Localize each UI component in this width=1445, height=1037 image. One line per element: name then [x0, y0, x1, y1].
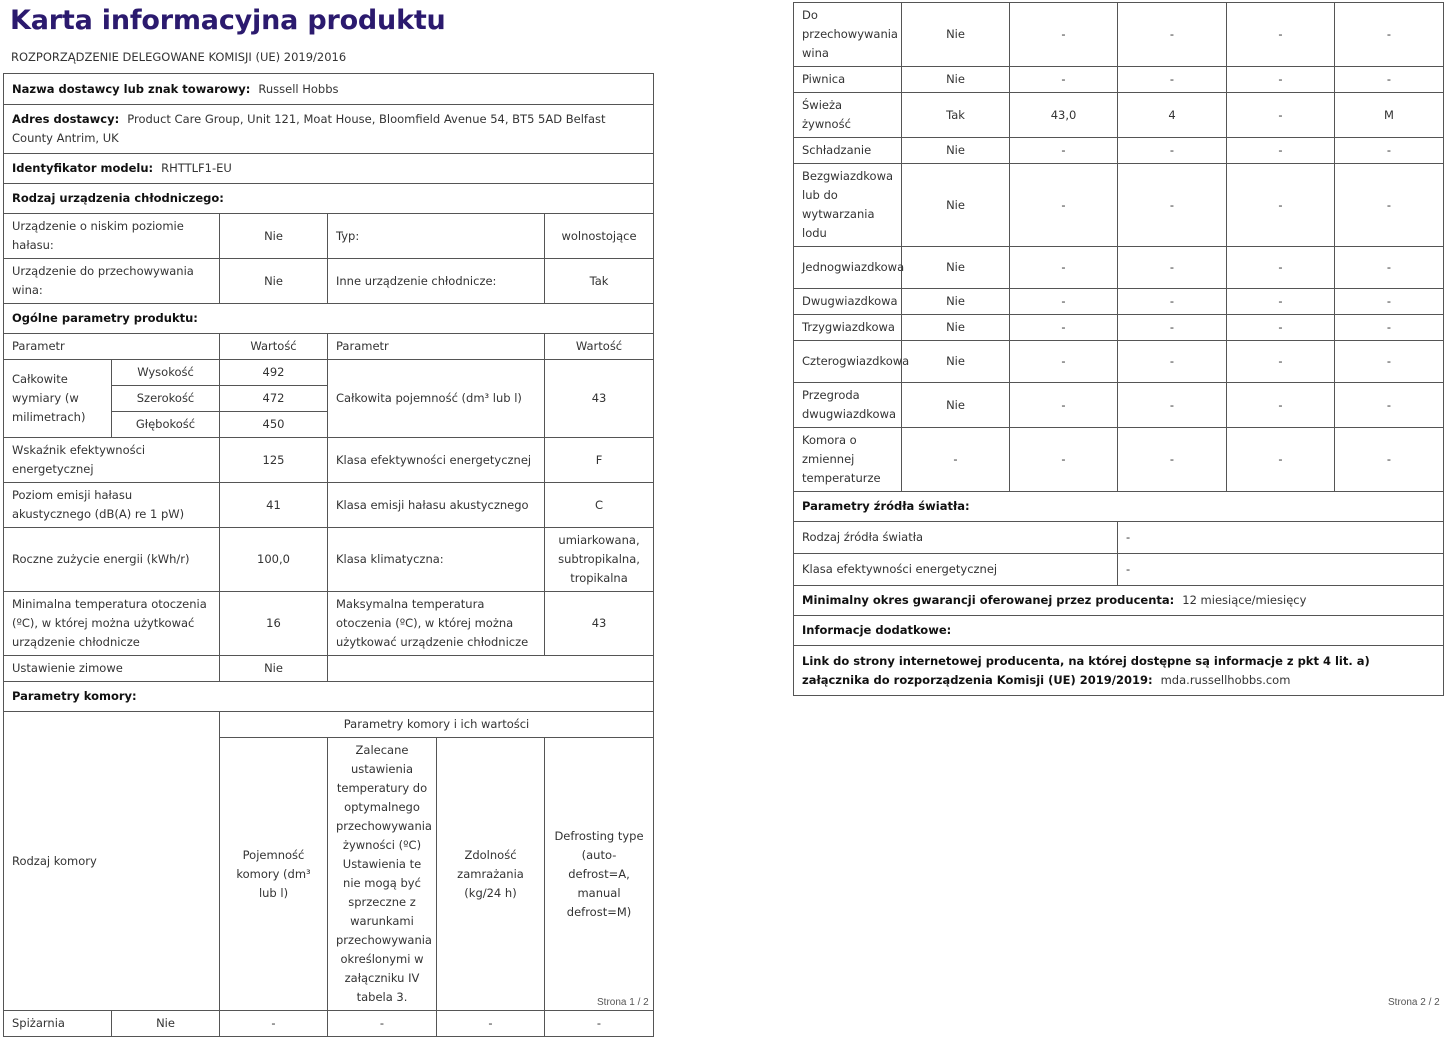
compartment-defrost: -	[1335, 383, 1444, 428]
compartment-freezing: -	[1227, 289, 1335, 315]
compartment-defrost: -	[1335, 3, 1444, 67]
compartment-present: Nie	[902, 289, 1010, 315]
additional-info-heading: Informacje dodatkowe:	[794, 616, 1444, 646]
compartment-freezing: -	[1227, 383, 1335, 428]
compartment-freezing: -	[1227, 164, 1335, 247]
compartment-name: Komora o zmiennej temperaturze	[794, 428, 902, 492]
annual-energy-label: Roczne zużycie energii (kWh/r)	[4, 528, 220, 592]
compartment-name: Schładzanie	[794, 138, 902, 164]
winter-setting-value: Nie	[220, 656, 328, 682]
pantry-volume: -	[220, 1011, 328, 1037]
compartment-volume: -	[1010, 3, 1118, 67]
energy-class-value: F	[545, 438, 654, 483]
width-value: 472	[220, 386, 328, 412]
compartment-params-heading: Parametry komory:	[4, 682, 654, 712]
compartment-row	[794, 93, 1444, 138]
compartment-type-header: Rodzaj komory	[4, 712, 220, 1011]
depth-value: 450	[220, 412, 328, 438]
compartment-volume: -	[1010, 138, 1118, 164]
width-label: Szerokość	[112, 386, 220, 412]
compartment-defrost: -	[1335, 341, 1444, 383]
page-footer: Strona 1 / 2	[597, 997, 649, 1008]
compartment-temp: -	[1118, 247, 1227, 289]
other-device-label: Inne urządzenie chłodnicze:	[328, 259, 545, 304]
compartment-row	[794, 164, 1444, 247]
light-class-label: Klasa efektywności energetycznej	[794, 554, 1118, 586]
min-temp-value: 16	[220, 592, 328, 656]
page-1	[0, 0, 655, 1030]
total-volume-label: Całkowita pojemność (dm³ lub l)	[328, 360, 545, 438]
compartment-temp: -	[1118, 341, 1227, 383]
compartment-volume: 43,0	[1010, 93, 1118, 138]
compartment-row	[794, 247, 1444, 289]
compartment-defrost: -	[1335, 164, 1444, 247]
compartment-name: Czterogwiazdkowa	[794, 341, 902, 383]
compartment-present: Nie	[902, 3, 1010, 67]
compartment-temp: -	[1118, 289, 1227, 315]
compartment-freezing: -	[1227, 247, 1335, 289]
model-value: RHTTLF1-EU	[161, 161, 232, 175]
compartment-volume: -	[1010, 164, 1118, 247]
climate-class-value: umiarkowana, subtropikalna, tropikalna	[545, 528, 654, 592]
compartment-defrost: M	[1335, 93, 1444, 138]
min-temp-label: Minimalna temperatura otoczenia (ºC), w której można użytkować urządzenie chłodnicze	[4, 592, 220, 656]
param-header-right: Parametr	[328, 334, 545, 360]
compartment-freezing: -	[1227, 315, 1335, 341]
compartment-temp: -	[1118, 315, 1227, 341]
compartment-name: Świeża żywność	[794, 93, 902, 138]
noise-level-label: Poziom emisji hałasu akustycznego (dB(A) re 1 pW)	[4, 483, 220, 528]
supplier-value: Russell Hobbs	[258, 81, 339, 96]
compartment-defrost: -	[1335, 247, 1444, 289]
compartment-defrost: -	[1335, 138, 1444, 164]
annual-energy-value: 100,0	[220, 528, 328, 592]
compartment-present: Nie	[902, 383, 1010, 428]
warranty-row	[794, 586, 1444, 616]
supplier-label: Nazwa dostawcy lub znak towarowy:	[12, 81, 251, 96]
light-type-label: Rodzaj źródła światła	[794, 522, 1118, 554]
height-label: Wysokość	[112, 360, 220, 386]
compartment-name: Piwnica	[794, 67, 902, 93]
param-header-left: Parametr	[4, 334, 220, 360]
noise-class-label: Klasa emisji hałasu akustycznego	[328, 483, 545, 528]
climate-class-label: Klasa klimatyczna:	[328, 528, 545, 592]
compartment-volume: -	[1010, 315, 1118, 341]
compartment-volume: -	[1010, 289, 1118, 315]
page-title: Karta informacyjna produktu	[10, 5, 446, 36]
compartment-present: Nie	[902, 247, 1010, 289]
warranty-value: 12 miesiące/miesięcy	[1182, 593, 1307, 607]
compartment-present: -	[902, 428, 1010, 492]
compartment-volume: -	[1010, 341, 1118, 383]
supplier-row	[4, 74, 654, 105]
compartment-temp: -	[1118, 138, 1227, 164]
model-label: Identyfikator modelu:	[12, 161, 154, 175]
compartment-freezing: -	[1227, 428, 1335, 492]
compartment-freezing: -	[1227, 341, 1335, 383]
compartment-row	[794, 341, 1444, 383]
compartments-table	[793, 2, 1444, 696]
general-params-heading: Ogólne parametry produktu:	[4, 304, 654, 334]
compartment-row	[794, 289, 1444, 315]
eei-label: Wskaźnik efektywności energetycznej	[4, 438, 220, 483]
wine-storage-value: Nie	[220, 259, 328, 304]
device-type-heading: Rodzaj urządzenia chłodniczego:	[4, 184, 654, 214]
compartment-defrost: -	[1335, 315, 1444, 341]
compartment-rows	[794, 3, 1444, 492]
value-header-right: Wartość	[545, 334, 654, 360]
link-label: Link do strony internetowej producenta, na której dostępne są informacje z pkt 4 lit. a) załącznika do rozporządzenia Komisji (UE) 2019/2019:	[802, 653, 1370, 687]
pantry-label: Spiżarnia	[4, 1011, 112, 1037]
compartment-row	[794, 383, 1444, 428]
height-value: 492	[220, 360, 328, 386]
compartment-row	[794, 3, 1444, 67]
compartment-temp: -	[1118, 164, 1227, 247]
low-noise-value: Nie	[220, 214, 328, 259]
compartment-defrost: -	[1335, 428, 1444, 492]
freezing-capacity-header: Zdolność zamrażania (kg/24 h)	[437, 738, 545, 1011]
compartment-row	[794, 138, 1444, 164]
value-header-left: Wartość	[220, 334, 328, 360]
compartment-present: Nie	[902, 164, 1010, 247]
compartment-present: Nie	[902, 138, 1010, 164]
compartment-defrost: -	[1335, 289, 1444, 315]
compartment-temp: -	[1118, 428, 1227, 492]
compartment-present: Nie	[902, 315, 1010, 341]
model-row	[4, 154, 654, 184]
compartment-freezing: -	[1227, 3, 1335, 67]
max-temp-value: 43	[545, 592, 654, 656]
address-label: Adres dostawcy:	[12, 112, 120, 126]
recommended-temp-header: Zalecane ustawienia temperatury do optymalnego przechowywania żywności (ºC) Ustawienia te nie mogą być sprzeczne z warunkami przechowywania określonymi w załączniku IV tabela 3.	[328, 738, 437, 1011]
warranty-label: Minimalny okres gwarancji oferowanej przez producenta:	[802, 593, 1175, 607]
light-heading: Parametry źródła światła:	[794, 492, 1444, 522]
compartment-temp: -	[1118, 3, 1227, 67]
pantry-defrost: -	[545, 1011, 654, 1037]
dimensions-label: Całkowite wymiary (w milimetrach)	[4, 360, 112, 438]
compartment-volume: -	[1010, 67, 1118, 93]
compartment-name: Jednogwiazdkowa	[794, 247, 902, 289]
page-2	[790, 0, 1445, 1009]
manufacturer-link-row	[794, 646, 1444, 696]
product-info-table	[3, 73, 654, 1037]
pantry-temp: -	[328, 1011, 437, 1037]
pantry-value: Nie	[112, 1011, 220, 1037]
compartment-present: Nie	[902, 67, 1010, 93]
compartment-name: Przegroda dwugwiazdkowa	[794, 383, 902, 428]
compartment-freezing: -	[1227, 67, 1335, 93]
other-device-value: Tak	[545, 259, 654, 304]
compartment-freezing: -	[1227, 93, 1335, 138]
low-noise-label: Urządzenie o niskim poziomie hałasu:	[4, 214, 220, 259]
type-label: Typ:	[328, 214, 545, 259]
compartment-row	[794, 315, 1444, 341]
compartment-temp: -	[1118, 67, 1227, 93]
regulation-reference: ROZPORZĄDZENIE DELEGOWANE KOMISJI (UE) 2019/2016	[11, 50, 347, 64]
compartment-volume-header: Pojemność komory (dm³ lub l)	[220, 738, 328, 1011]
compartment-temp: -	[1118, 383, 1227, 428]
noise-class-value: C	[545, 483, 654, 528]
max-temp-label: Maksymalna temperatura otoczenia (ºC), w której można użytkować urządzenie chłodnicze	[328, 592, 545, 656]
compartment-present: Nie	[902, 341, 1010, 383]
total-volume-value: 43	[545, 360, 654, 438]
compartment-volume: -	[1010, 383, 1118, 428]
compartment-freezing: -	[1227, 138, 1335, 164]
winter-setting-label: Ustawienie zimowe	[4, 656, 220, 682]
address-value: Product Care Group, Unit 121, Moat House, Bloomfield Avenue 54, BT5 5AD Belfast County Antrim, UK	[12, 112, 606, 145]
address-row	[4, 105, 654, 154]
compartment-present: Tak	[902, 93, 1010, 138]
light-type-value: -	[1118, 522, 1444, 554]
page-footer: Strona 2 / 2	[1388, 997, 1440, 1008]
compartment-name: Bezgwiazdkowa lub do wytwarzania lodu	[794, 164, 902, 247]
type-value: wolnostojące	[545, 214, 654, 259]
light-class-value: -	[1118, 554, 1444, 586]
wine-storage-label: Urządzenie do przechowywania wina:	[4, 259, 220, 304]
compartment-defrost: -	[1335, 67, 1444, 93]
compartment-params-values-header: Parametry komory i ich wartości	[220, 712, 654, 738]
manufacturer-link[interactable]: mda.russellhobbs.com	[1160, 672, 1291, 687]
defrost-header: Defrosting type (auto-defrost=A, manual defrost=M)	[545, 738, 654, 1011]
compartment-volume: -	[1010, 247, 1118, 289]
pantry-freezing: -	[437, 1011, 545, 1037]
noise-level-value: 41	[220, 483, 328, 528]
compartment-name: Trzygwiazdkowa	[794, 315, 902, 341]
depth-label: Głębokość	[112, 412, 220, 438]
compartment-temp: 4	[1118, 93, 1227, 138]
eei-value: 125	[220, 438, 328, 483]
compartment-volume: -	[1010, 428, 1118, 492]
compartment-row	[794, 428, 1444, 492]
winter-setting-empty	[328, 656, 654, 682]
compartment-name: Dwugwiazdkowa	[794, 289, 902, 315]
energy-class-label: Klasa efektywności energetycznej	[328, 438, 545, 483]
compartment-row	[794, 67, 1444, 93]
compartment-name: Do przechowywania wina	[794, 3, 902, 67]
